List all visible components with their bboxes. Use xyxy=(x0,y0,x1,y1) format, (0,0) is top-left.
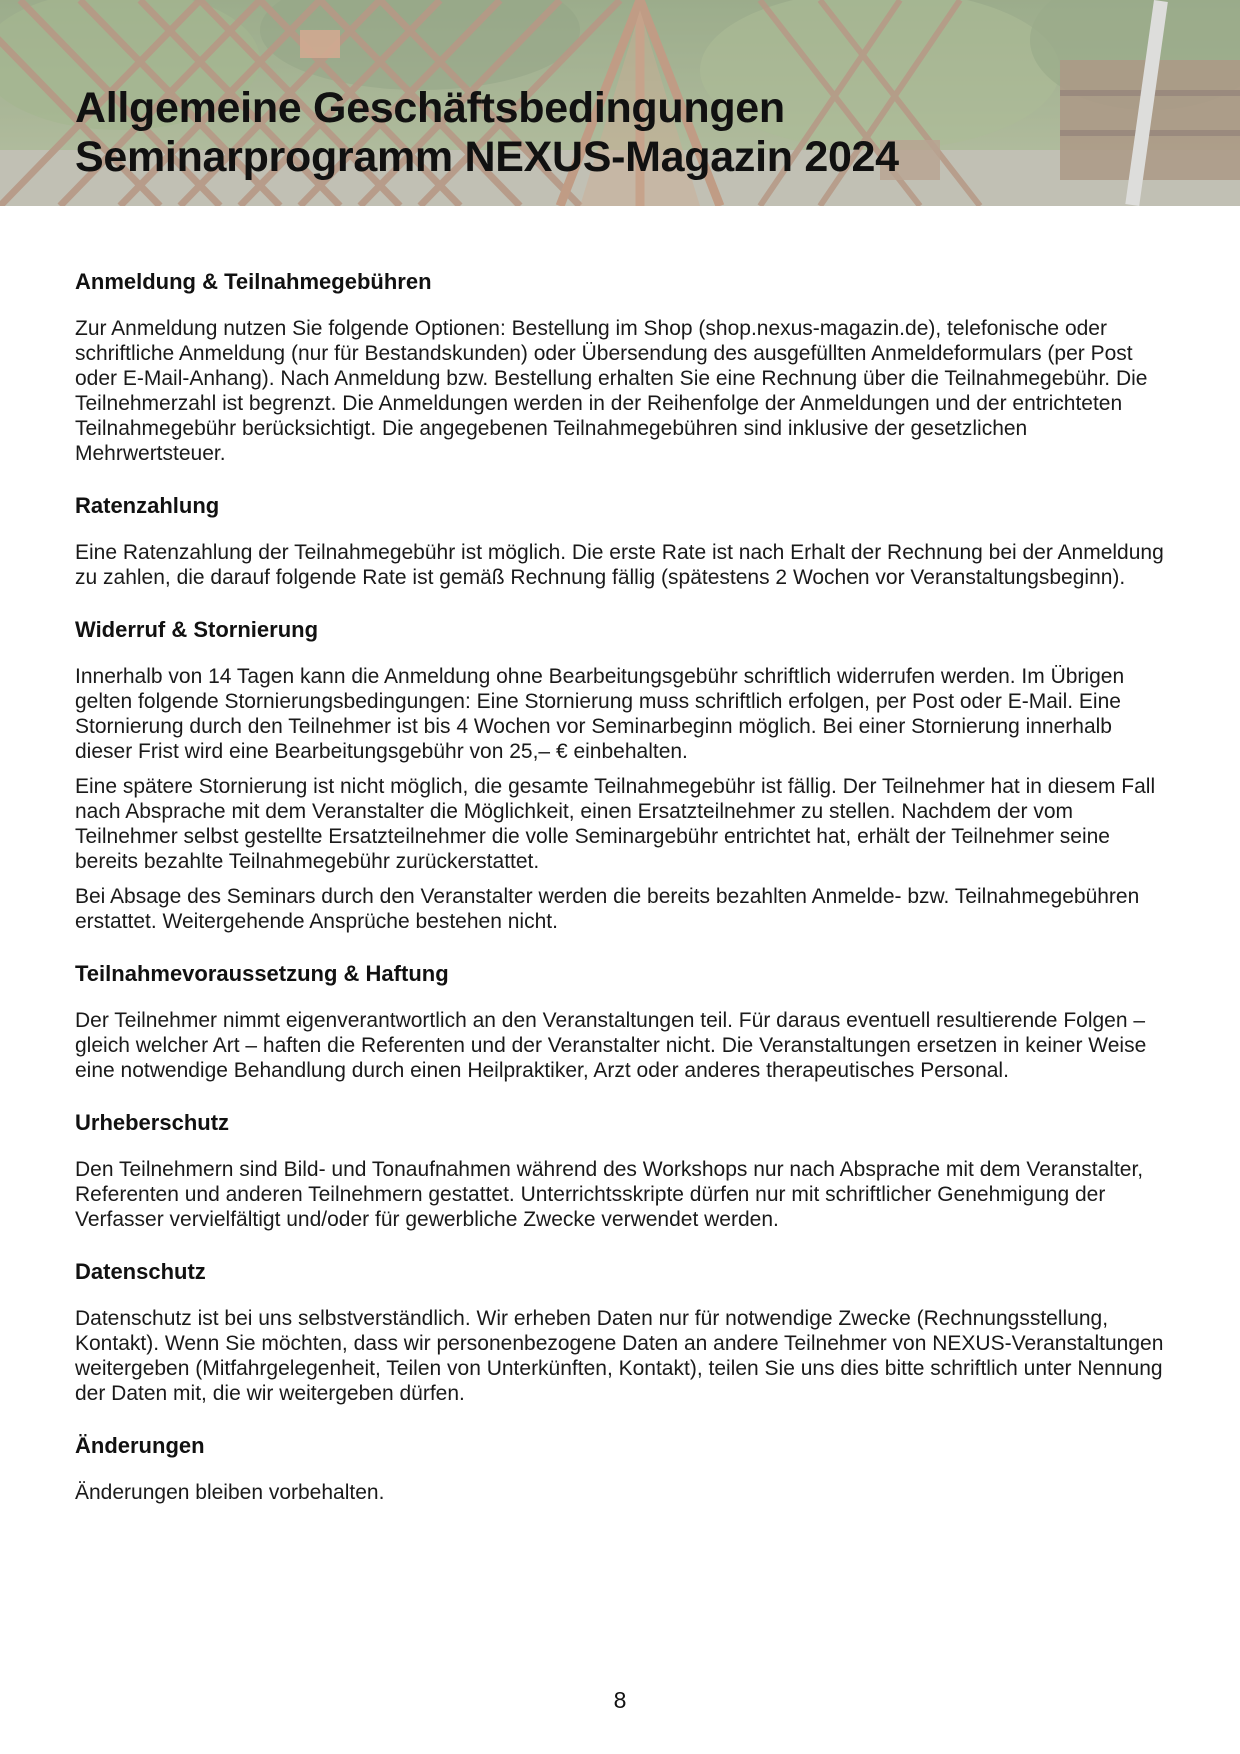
section-heading: Urheberschutz xyxy=(75,1110,230,1135)
section-heading: Widerruf & Stornierung xyxy=(75,617,319,642)
title-line-2: Seminarprogramm NEXUS-Magazin 2024 xyxy=(75,133,899,181)
section-anmeldung xyxy=(75,268,1165,466)
paragraph: Zur Anmeldung nutzen Sie folgende Optionen: Bestellung im Shop (shop.nexus-magazin.de), telefonische oder schriftliche Anmeldung (nur für Bestandskunden) oder Übersendung des ausgefüllten Anmeldeformulars (per Post oder E-Mail-Anhang). Nach Anmeldung bzw. Bestellung erhalten Sie eine Rechnung über die Teilnahmegebühr. Die Teilnehmerzahl ist begrenzt. Die Anmeldungen werden in der Reihenfolge der Anmeldungen und der entrichteten Teilnahmegebühr berücksichtigt. Die angegebenen Teilnahmegebühren sind inklusive der gesetzlichen Mehrwertsteuer. xyxy=(75,317,1148,465)
page-title xyxy=(75,84,899,182)
section-haftung xyxy=(75,960,1165,1083)
section-heading: Datenschutz xyxy=(75,1259,206,1284)
section-urheberschutz xyxy=(75,1109,1165,1232)
header-banner xyxy=(0,0,1240,206)
section-datenschutz xyxy=(75,1258,1165,1406)
section-heading: Teilnahmevoraussetzung & Haftung xyxy=(75,961,449,986)
section-heading: Änderungen xyxy=(75,1433,205,1458)
page-number: 8 xyxy=(613,1687,627,1713)
paragraph: Der Teilnehmer nimmt eigenverantwortlich an den Veranstaltungen teil. Für daraus eventuell resultierende Folgen – gleich welcher Art – haften die Referenten und der Veranstalter nicht. Die Veranstaltungen ersetzen in keiner Weise eine notwendige Behandlung durch einen Heilpraktiker, Arzt oder anderes therapeutisches Personal. xyxy=(75,1009,1147,1082)
paragraph: Den Teilnehmern sind Bild- und Tonaufnahmen während des Workshops nur nach Absprache mit dem Veranstalter, Referenten und anderen Teilnehmern gestattet. Unterrichtsskripte dürfen nur mit schriftlicher Genehmigung der Verfasser vervielfältigt und/oder für gewerbliche Zwecke verwendet werden. xyxy=(75,1158,1144,1231)
section-aenderungen xyxy=(75,1432,1165,1505)
title-line-1: Allgemeine Geschäftsbedingungen xyxy=(75,84,785,132)
terms-content xyxy=(75,268,1165,1531)
section-ratenzahlung xyxy=(75,492,1165,590)
paragraph: Änderungen bleiben vorbehalten. xyxy=(75,1481,385,1504)
paragraph: Innerhalb von 14 Tagen kann die Anmeldung ohne Bearbeitungsgebühr schriftlich widerrufen werden. Im Übrigen gelten folgende Stornierungsbedingungen: Eine Stornierung muss schriftlich erfolgen, per Post oder E-Mail. Eine Stornierung durch den Teilnehmer ist bis 4 Wochen vor Seminarbeginn möglich. Bei einer Stornierung innerhalb dieser Frist wird eine Bearbeitungsgebühr von 25,– € einbehalten. xyxy=(75,665,1125,763)
section-heading: Ratenzahlung xyxy=(75,493,220,518)
paragraph: Datenschutz ist bei uns selbstverständlich. Wir erheben Daten nur für notwendige Zwecke (Rechnungsstellung, Kontakt). Wenn Sie möchten, dass wir personenbezogene Daten an andere Teilnehmer von NEXUS-Veranstaltungen weitergeben (Mitfahrgelegenheit, Teilen von Unterkünften, Kontakt), teilen Sie uns dies bitte schriftlich unter Nennung der Daten mit, die wir weitergeben dürfen. xyxy=(75,1307,1164,1405)
section-heading: Anmeldung & Teilnahmegebühren xyxy=(75,269,432,294)
paragraph: Eine Ratenzahlung der Teilnahmegebühr ist möglich. Die erste Rate ist nach Erhalt der Rechnung bei der Anmeldung zu zahlen, die darauf folgende Rate ist gemäß Rechnung fällig (spätestens 2 Wochen vor Veranstaltungsbeginn). xyxy=(75,541,1164,589)
paragraph: Bei Absage des Seminars durch den Veranstalter werden die bereits bezahlten Anmelde- bzw. Teilnahmegebühren erstattet. Weitergehende Ansprüche bestehen nicht. xyxy=(75,885,1140,933)
paragraph: Eine spätere Stornierung ist nicht möglich, die gesamte Teilnahmegebühr ist fällig. Der Teilnehmer hat in diesem Fall nach Absprache mit dem Veranstalter die Möglichkeit, einen Ersatzteilnehmer zu stellen. Nachdem der vom Teilnehmer selbst gestellte Ersatzteilnehmer die volle Seminargebühr entrichtet hat, erhält der Teilnehmer seine bereits bezahlte Teilnahmegebühr zurückerstattet. xyxy=(75,775,1156,873)
section-widerruf xyxy=(75,616,1165,934)
